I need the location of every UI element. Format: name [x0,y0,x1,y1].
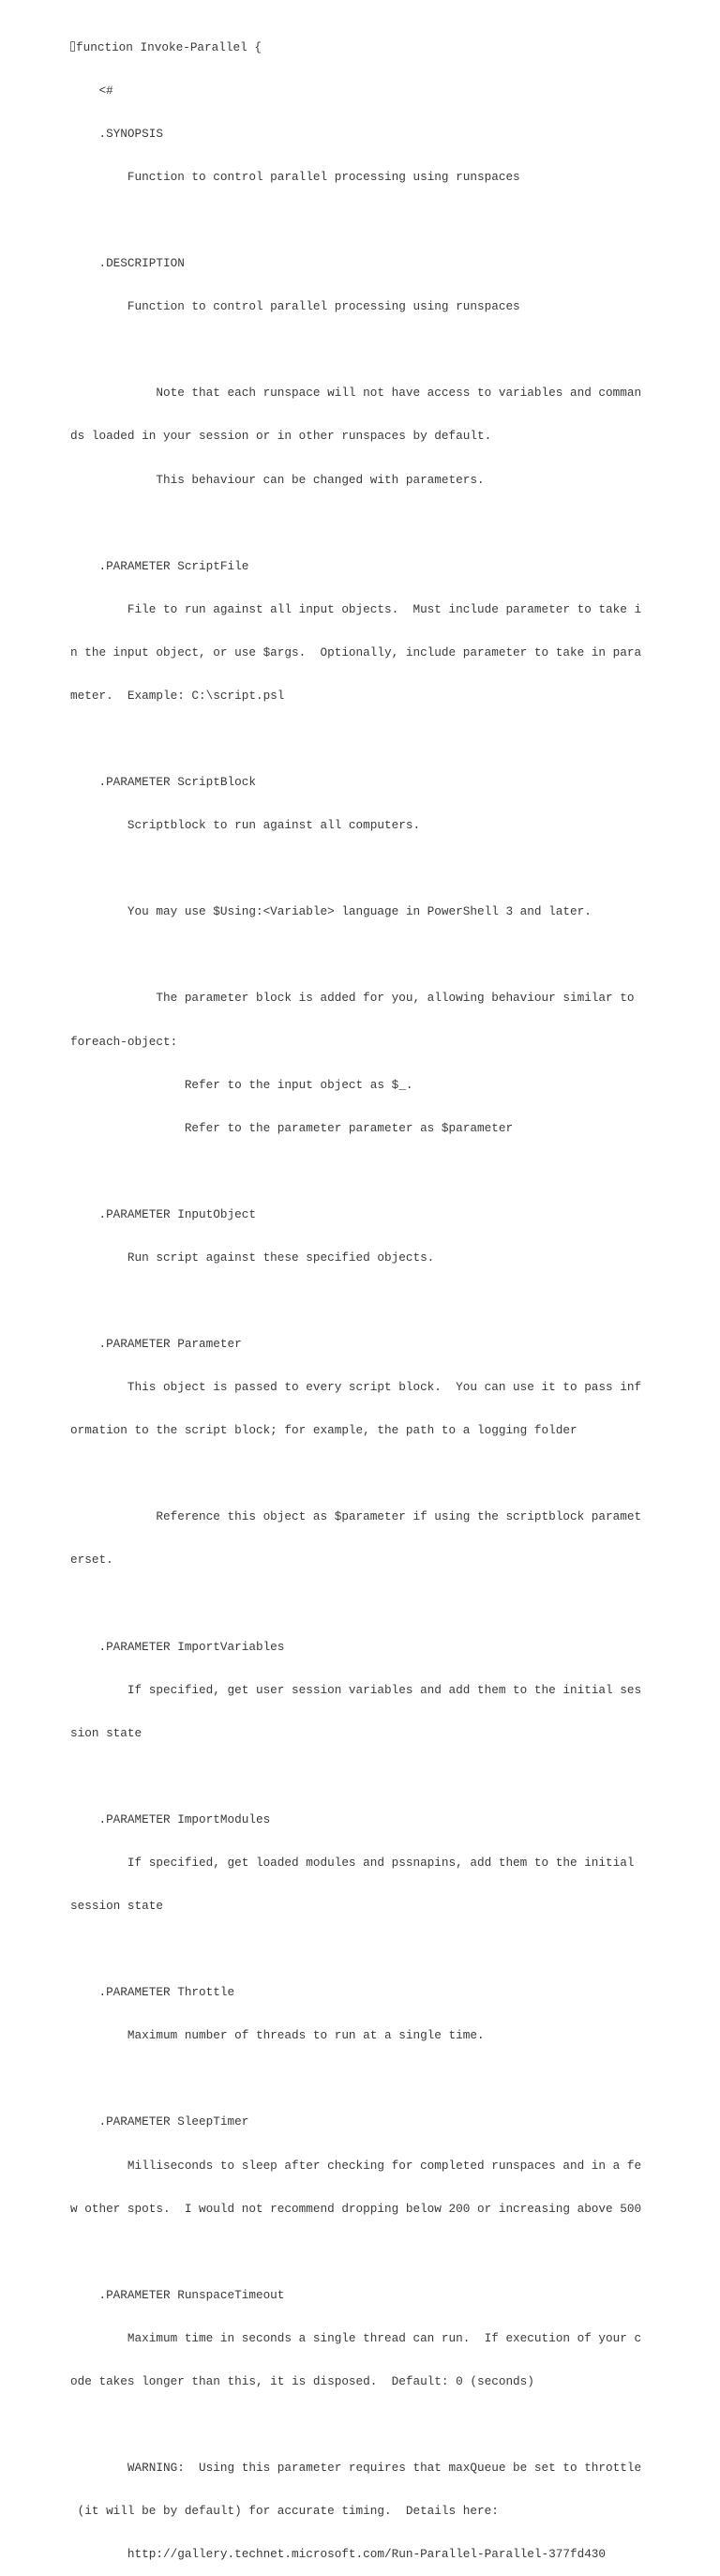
code-line [70,732,717,746]
code-line: n the input object, or use $args. Optionally, include parameter to take in para [70,644,642,659]
code-line: <# [70,83,113,98]
code-line: WARNING: Using this parameter requires that maxQueue be set to throttle [70,2461,642,2476]
code-line: .PARAMETER Parameter [70,1337,242,1352]
code-line: ode takes longer than this, it is disposed. Default: 0 (seconds) [70,2373,534,2388]
code-line [70,40,717,54]
code-line: File to run against all input objects. Must include parameter to take i [70,601,642,616]
code-line [70,342,717,356]
code-line: The parameter block is added for you, allowing behaviour similar to [70,991,635,1006]
code-line: .PARAMETER Throttle [70,1985,235,2000]
code-line: Refer to the parameter parameter as $parameter [70,1120,514,1135]
code-line: Maximum time in seconds a single thread can run. If execution of your c [70,2330,642,2345]
code-line: .PARAMETER ImportVariables [70,1639,285,1654]
code-line [70,2417,717,2432]
code-line: http://gallery.technet.microsoft.com/Run-Parallel-Parallel-377fd430 [70,2547,607,2562]
code-line [70,1294,717,1308]
code-line [70,2245,717,2259]
code-line: This object is passed to every script block. You can use it to pass inf [70,1380,642,1395]
code-line: Run script against these specified objects. [70,1250,435,1265]
code-line-text: function Invoke-Parallel { [76,39,262,54]
code-line: Function to control parallel processing using runspaces [70,169,520,184]
code-line: .PARAMETER ImportModules [70,1811,271,1826]
code-line: If specified, get user session variables and add them to the initial ses [70,1682,642,1697]
code-line: ormation to the script block; for example, the path to a logging folder [70,1423,578,1438]
code-line: Reference this object as $parameter if using the scriptblock paramet [70,1509,642,1524]
code-line [70,1466,717,1480]
code-line: .PARAMETER SleepTimer [70,2114,249,2129]
missing-glyph-icon [70,41,75,52]
code-line [70,1769,717,1783]
code-line: .PARAMETER RunspaceTimeout [70,2287,285,2302]
code-line: If specified, get loaded modules and pssnapins, add them to the initial [70,1856,635,1870]
code-line: Note that each runspace will not have access to variables and comman [70,386,642,401]
code-line: erset. [70,1553,113,1568]
code-line: .PARAMETER ScriptFile [70,558,249,573]
code-line: .PARAMETER ScriptBlock [70,775,256,790]
code-document [70,11,717,2576]
code-line: session state [70,1899,163,1914]
code-line: You may use $Using:<Variable> language in PowerShell 3 and later. [70,904,592,919]
code-line: foreach-object: [70,1034,178,1049]
code-line: Function to control parallel processing using runspaces [70,299,520,314]
code-line [70,516,717,530]
code-line: Milliseconds to sleep after checking for completed runspaces and in a fe [70,2158,642,2173]
code-line [70,1942,717,1956]
code-line: w other spots. I would not recommend dropping below 200 or increasing above 500 [70,2201,642,2216]
code-line: This behaviour can be changed with parameters. [70,472,485,487]
code-line: sion state [70,1725,142,1740]
code-line [70,947,717,962]
code-line: .SYNOPSIS [70,126,163,141]
code-line [70,1597,717,1611]
code-line: Maximum number of threads to run at a single time. [70,2028,485,2043]
code-line: Scriptblock to run against all computers. [70,818,421,833]
code-line [70,2071,717,2085]
code-line [70,861,717,875]
code-line: ds loaded in your session or in other runspaces by default. [70,429,492,444]
code-line: .DESCRIPTION [70,256,185,271]
code-line: .PARAMETER InputObject [70,1206,256,1221]
code-line [70,213,717,227]
code-line: meter. Example: C:\script.psl [70,688,285,703]
code-line: (it will be by default) for accurate timing. Details here: [70,2504,499,2519]
code-line [70,1164,717,1178]
code-line: Refer to the input object as $_. [70,1077,413,1092]
